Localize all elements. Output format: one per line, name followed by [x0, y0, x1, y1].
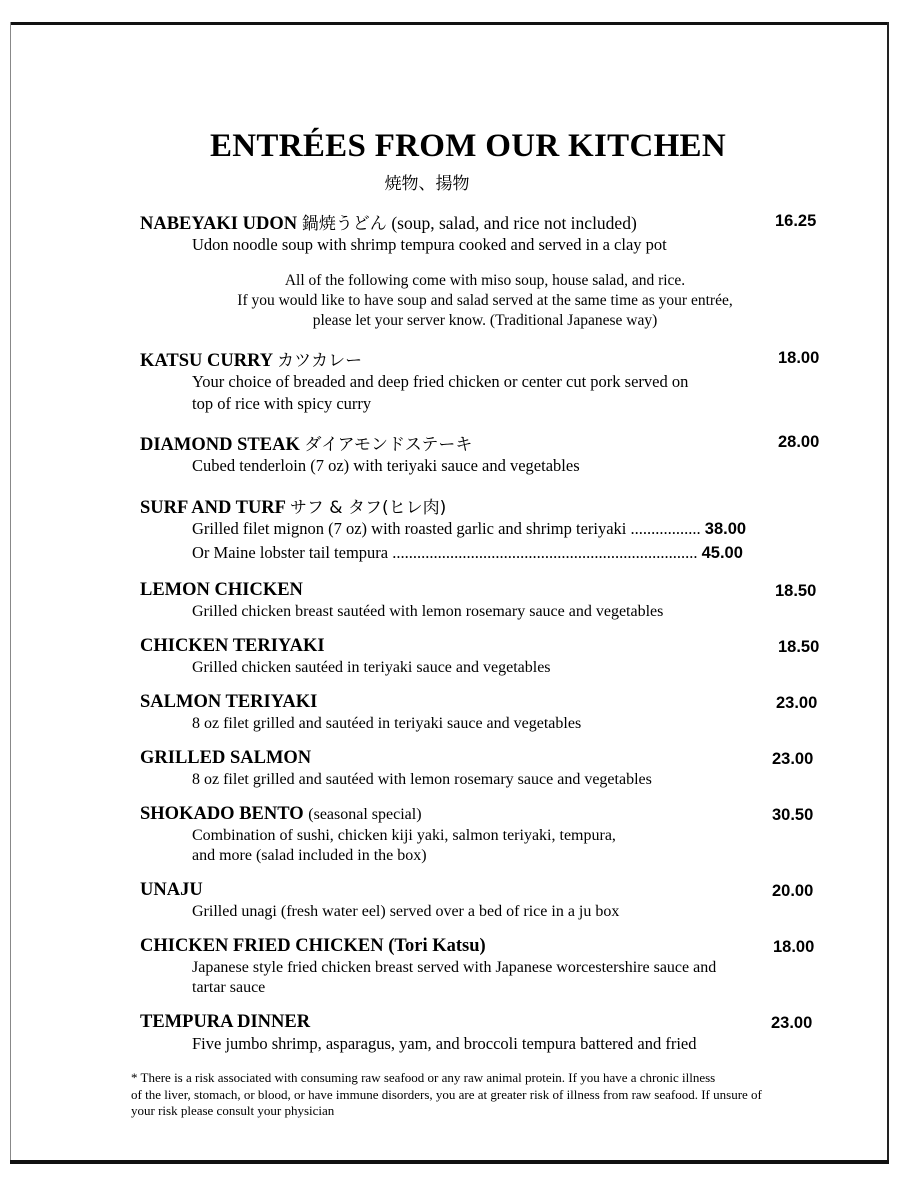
page-bottom-border: [10, 1160, 889, 1164]
page-right-border: [887, 22, 889, 1164]
item-name: DIAMOND STEAK ダイアモンドステーキ: [140, 435, 473, 455]
item-description: Five jumbo shrimp, asparagus, yam, and broccoli tempura battered and fried: [192, 1034, 697, 1053]
item-description: Japanese style fried chicken breast served with Japanese worcestershire sauce and: [192, 959, 717, 976]
item-price: 18.00: [773, 938, 815, 956]
included-sides-notice: All of the following come with miso soup, house salad, and rice. If you would like to have soup and salad served at the same time as your entrée, please let your server know. (Traditional Japanese way): [237, 272, 733, 329]
item-description: Grilled chicken breast sautéed with lemon rosemary sauce and vegetables: [192, 603, 664, 620]
item-note: (seasonal special): [308, 806, 422, 823]
surf-and-turf-option: Or Maine lobster tail tempura .......................................................................... 45.00: [192, 543, 743, 562]
item-description: tartar sauce: [192, 979, 266, 996]
item-price: 30.50: [772, 806, 814, 824]
item-description: Grilled chicken sautéed in teriyaki sauce and vegetables: [192, 659, 551, 676]
item-price: 28.00: [778, 433, 820, 451]
item-japanese-name: 鍋焼うどん: [301, 214, 387, 234]
item-name: TEMPURA DINNER: [140, 1012, 311, 1032]
item-japanese-name: サフ & タフ(ヒレ肉): [289, 498, 447, 518]
item-name: UNAJU: [140, 880, 203, 900]
item-price: 23.00: [776, 694, 818, 712]
item-name: CHICKEN TERIYAKI: [140, 636, 325, 656]
item-name: LEMON CHICKEN: [140, 580, 303, 600]
item-price: 18.50: [778, 638, 820, 656]
item-name: GRILLED SALMON: [140, 748, 312, 768]
item-description: and more (salad included in the box): [192, 847, 427, 864]
leader-dots: ..........................................................................: [392, 543, 698, 562]
item-note: (soup, salad, and rice not included): [391, 213, 637, 233]
item-description: Your choice of breaded and deep fried chicken or center cut pork served on: [192, 372, 689, 391]
menu-subtitle-japanese: 焼物、揚物: [384, 174, 470, 194]
item-price: 16.25: [775, 212, 817, 230]
item-price: 23.00: [771, 1014, 813, 1032]
item-price: 18.00: [778, 349, 820, 367]
raw-seafood-disclaimer: * There is a risk associated with consuming raw seafood or any raw animal protein. If you have a chronic illness of the liver, stomach, or blood, or have immune disorders, you are at greater risk of illness from raw seafood. If unsure of your risk please consult your physician: [131, 1070, 762, 1118]
item-name: SALMON TERIYAKI: [140, 692, 318, 712]
item-name: SHOKADO BENTO (seasonal special): [140, 804, 422, 824]
item-name: KATSU CURRY カツカレー: [140, 351, 363, 371]
item-description: Grilled unagi (fresh water eel) served over a bed of rice in a ju box: [192, 903, 620, 920]
menu-title: ENTRÉES FROM OUR KITCHEN: [209, 128, 726, 164]
item-name: NABEYAKI UDON 鍋焼うどん (soup, salad, and rice not included): [140, 213, 637, 234]
page-top-border: [10, 22, 889, 25]
option-price: 38.00: [704, 520, 747, 538]
item-description: 8 oz filet grilled and sautéed with lemon rosemary sauce and vegetables: [192, 771, 652, 788]
option-price: 45.00: [701, 544, 743, 562]
item-description: top of rice with spicy curry: [192, 394, 372, 413]
item-description: Udon noodle soup with shrimp tempura cooked and served in a clay pot: [192, 235, 667, 254]
item-japanese-name: ダイアモンドステーキ: [304, 435, 473, 455]
item-price: 20.00: [772, 882, 814, 900]
item-japanese-name: カツカレー: [277, 351, 363, 371]
item-description: Combination of sushi, chicken kiji yaki, salmon teriyaki, tempura,: [192, 827, 616, 844]
item-description: 8 oz filet grilled and sautéed in teriyaki sauce and vegetables: [192, 715, 582, 732]
item-name: CHICKEN FRIED CHICKEN (Tori Katsu): [140, 936, 486, 956]
item-price: 18.50: [775, 582, 817, 600]
item-name: SURF AND TURF サフ & タフ(ヒレ肉): [140, 498, 447, 518]
surf-and-turf-option: Grilled filet mignon (7 oz) with roasted garlic and shrimp teriyaki ................. 38.00: [192, 519, 747, 538]
item-description: Cubed tenderloin (7 oz) with teriyaki sauce and vegetables: [192, 456, 580, 475]
item-price: 23.00: [772, 750, 814, 768]
leader-dots: .................: [630, 519, 701, 538]
